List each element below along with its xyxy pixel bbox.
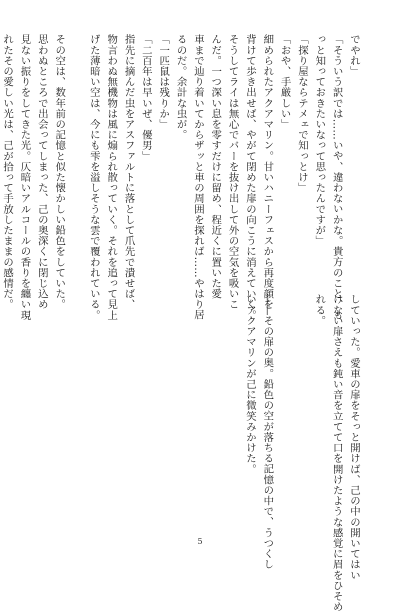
text-line: れる。 (313, 294, 326, 326)
text-line: っと知っておきたいなって思ったんですが」 (313, 34, 326, 246)
text-line: 「そういう訳では……いや、違わないかな。貴方のこと、も (330, 34, 343, 321)
lower-text-block (241, 294, 362, 612)
text-line (67, 34, 84, 260)
text-line: 車まで辿り着いてからザッと車の周囲を探れば……やはり居 (191, 34, 204, 321)
text-line: 指先に摘んだ虫をアスファルトに落として爪先で潰せば、 (122, 34, 135, 310)
text-line: していった。愛車の扉をそっと開けば、己の中の開いてはい (348, 294, 360, 581)
text-line: げた薄暗い空は、今にも雫を溢しそうな雲で覆われている。 (87, 34, 100, 321)
text-line: でやれ」 (348, 34, 360, 77)
text-line: 「探り屋ならテメェで知っとけ」 (295, 34, 308, 193)
text-line: るのだ。余計な虫が。 (174, 34, 187, 140)
text-line: 「一匹鼠は残りか」 (157, 34, 170, 130)
text-line: 細められたアクアマリン。甘いハニーフェスから再度顔を (261, 34, 274, 310)
text-line: れたその愛しい光は、己が拾って手放したままの感情だ。 (1, 34, 14, 310)
text-line (275, 294, 292, 520)
text-line: その空は、数年前の記憶と似た懐かしい鉛色をしていた。 (53, 34, 66, 310)
text-line: 「おや、手厳しい」 (278, 34, 291, 130)
text-line: いアクアマリンが己に微笑みかけた。 (243, 294, 256, 475)
text-line: そうしてライは無心でバーを抜け出して外の空気を吸いこ (226, 34, 239, 310)
text-line: んだ。一つ深い息を零すだけに留め、程近くに置いた愛 (209, 34, 222, 299)
text-line: ――その扉の奥。鉛色の空が落ちる記憶の中で、うつくし (261, 294, 274, 570)
text-line: 背けて歩き出せば、やがて閉めた扉の向こうに消えていく。 (243, 34, 256, 321)
text-line (293, 294, 310, 520)
text-line: 物言わぬ無機物は風に煽られ散っていく。それを追って見上 (105, 34, 118, 321)
text-line: 「二百年は早いぜ、優男」 (139, 34, 152, 162)
page-number: 5 (197, 537, 203, 546)
text-line: けない扉さえも鈍い音を立てて口を開けたような感覚に眉をひそめ (330, 294, 343, 612)
text-line: 思わぬところで出会ってしまった、己の奥深くに閉じ込め (35, 34, 48, 310)
text-line: 見ない振りをしてきた光。仄暗いアルコールの香りを纏い現 (18, 34, 31, 321)
